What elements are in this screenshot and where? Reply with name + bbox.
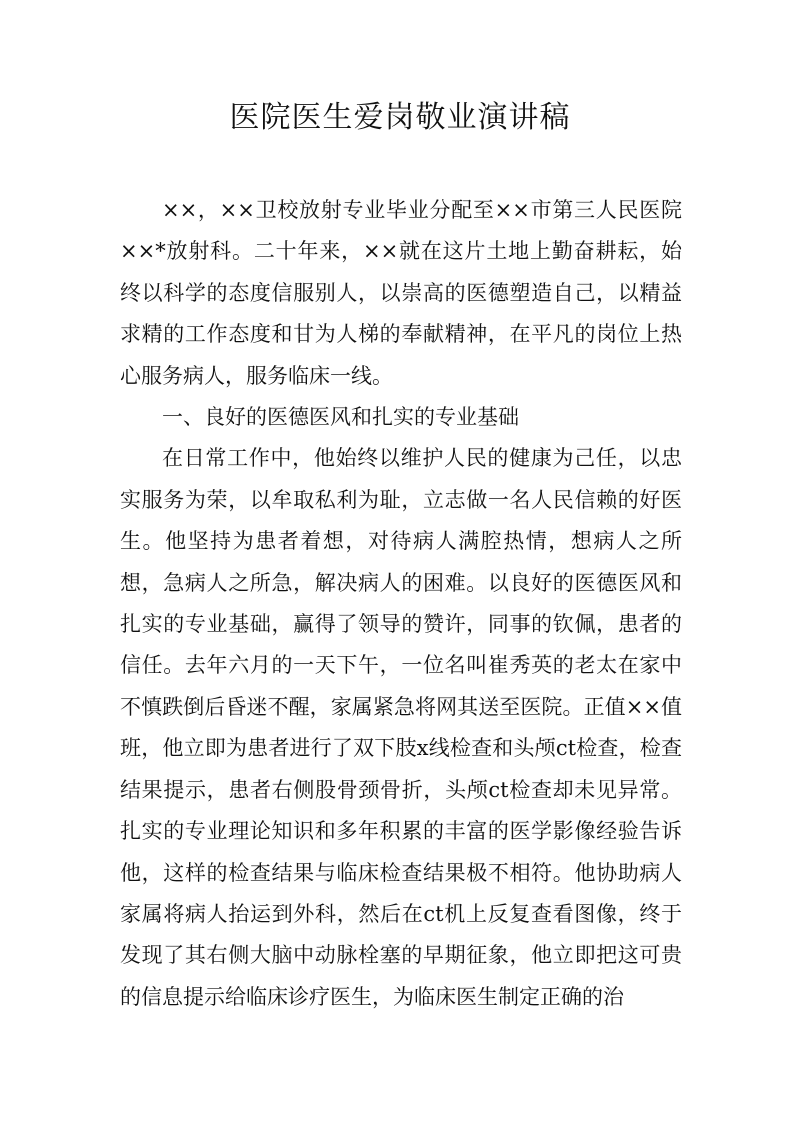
section-heading: 一、良好的医德医风和扎实的专业基础 bbox=[162, 405, 519, 430]
section-paragraph: 在日常工作中，他始终以维护人民的健康为己任，以忠实服务为荣，以牟取私利为耻，立志做一名人民信赖的好医生。他坚持为患者着想，对待病人满腔热情，想病人之所想，急病人之所急，解决病人的困难。以良好的医德医风和扎实的专业基础，赢得了领导的赞许，同事的钦佩，患者的信任。去年六月的一天下午，一位名叫崔秀英的老太在家中不慎跌倒后昏迷不醒，家属紧急将网其送至医院。正值××值班，他立即为患者进行了双下肢x线检查和头颅ct检查，检查结果提示，患者右侧股骨颈骨折，头颅ct检查却未见异常。扎实的专业理论知识和多年积累的丰富的医学影像经验告诉他，这样的检查结果与临床检查结果极不相符。他协助病人家属将病人抬运到外科，然后在ct机上反复查看图像，终于发现了其右侧大脑中动脉栓塞的早期征象，他立即把这可贵的信息提示给临床诊疗医生，为临床医生制定正确的治 bbox=[120, 446, 682, 1009]
intro-paragraph: ××，××卫校放射专业毕业分配至××市第三人民医院××*放射科。二十年来，××就在这片土地上勤奋耕耘，始终以科学的态度信服别人，以崇高的医德塑造自己，以精益求精的工作态度和甘为人梯的奉献精神，在平凡的岗位上热心服务病人，服务临床一线。 bbox=[120, 198, 682, 388]
document-title: 医院医生爱岗敬业演讲稿 bbox=[229, 100, 571, 135]
document-body bbox=[120, 190, 682, 1018]
